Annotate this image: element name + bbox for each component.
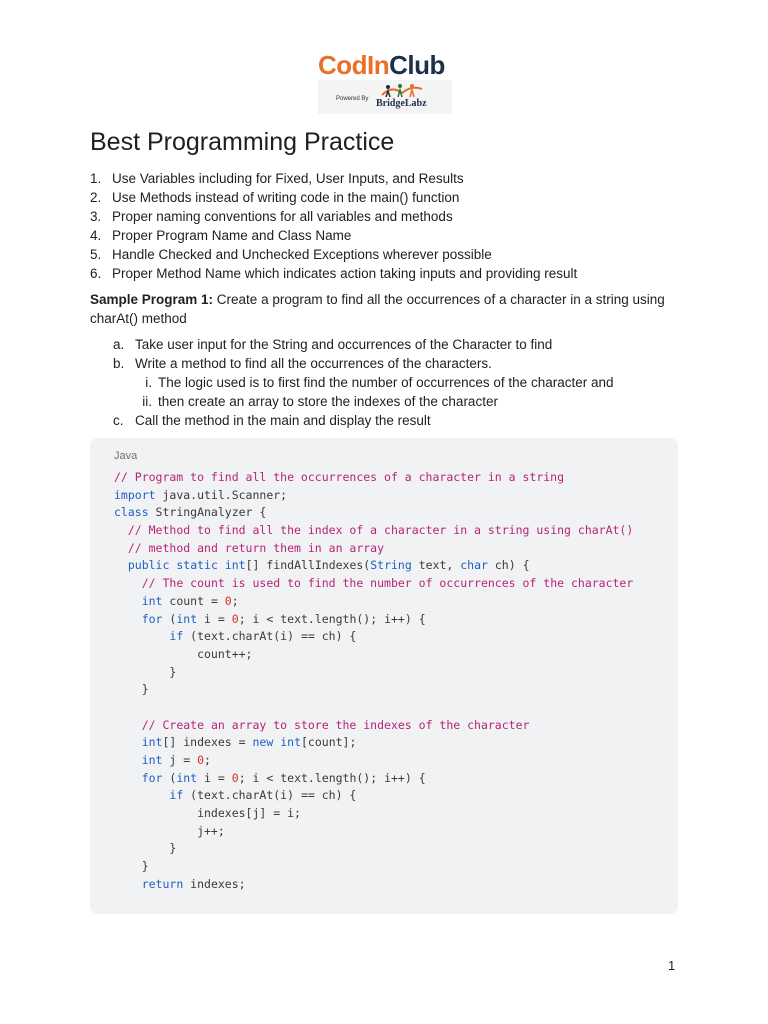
- code-line: }: [114, 682, 149, 697]
- code-line: if (text.charAt(i) == ch) {: [169, 788, 357, 803]
- practices-list: [90, 169, 577, 283]
- list-item: 2. Use Methods instead of writing code in the main() function: [90, 190, 460, 205]
- list-item: 3. Proper naming conventions for all variables and methods: [90, 209, 453, 224]
- list-item: 5. Handle Checked and Unchecked Exceptions wherever possible: [90, 247, 492, 262]
- logo-wordmark: CodInClub: [318, 50, 445, 80]
- list-item: 1. Use Variables including for Fixed, User Inputs, and Results: [90, 171, 464, 186]
- page-number: 1: [668, 958, 676, 973]
- code-line: // Program to find all the occurrences of a character in a string: [114, 470, 565, 484]
- list-item: ii. then create an array to store the indexes of the character: [142, 394, 498, 409]
- list-item: 6. Proper Method Name which indicates action taking inputs and providing result: [90, 266, 578, 281]
- code-line: public static int[] findAllIndexes(String text, char ch) {: [127, 558, 530, 573]
- list-item: b. Write a method to find all the occurrences of the characters.: [113, 356, 492, 371]
- code-listing: [114, 469, 633, 894]
- page-title: Best Programming Practice: [90, 128, 395, 156]
- list-item: c. Call the method in the main and display the result: [113, 413, 431, 428]
- code-line: }: [114, 841, 177, 856]
- bridgelabz-badge: [318, 80, 452, 114]
- code-line: int[] indexes = new int[count];: [141, 735, 357, 750]
- code-line: return indexes;: [141, 876, 246, 891]
- code-line: }: [114, 664, 177, 679]
- code-line: // Create an array to store the indexes of the character: [141, 717, 530, 732]
- code-line: indexes[j] = i;: [114, 806, 301, 821]
- list-item: i. The logic used is to first find the number of occurrences of the character and: [145, 375, 614, 390]
- code-line: if (text.charAt(i) == ch) {: [169, 629, 357, 644]
- bridgelabz-people-icon: [380, 83, 424, 99]
- code-line: import java.util.Scanner;: [114, 487, 288, 502]
- sample-steps-list: [113, 335, 614, 430]
- code-line: int count = 0;: [141, 593, 239, 608]
- code-line: j++;: [114, 823, 225, 838]
- code-line: for (int i = 0; i < text.length(); i++) {: [141, 611, 426, 626]
- list-item: a. Take user input for the String and occurrences of the Character to find: [113, 337, 553, 352]
- code-language-label: Java: [114, 450, 138, 462]
- sample-program-label: Sample Program 1:: [90, 292, 214, 307]
- code-line: // Method to find all the index of a character in a string using charAt(): [127, 523, 634, 538]
- code-block: [90, 438, 678, 914]
- bridgelabz-name: BridgeLabz: [376, 98, 427, 109]
- code-line: int j = 0;: [141, 753, 211, 767]
- code-line: class StringAnalyzer {: [114, 505, 267, 520]
- sample-program-description: Sample Program 1: Create a program to find all the occurrences of a character in a string using charAt() method: [90, 292, 665, 326]
- code-line: }: [114, 859, 149, 874]
- code-line: // method and return them in an array: [127, 540, 385, 555]
- list-item: 4. Proper Program Name and Class Name: [90, 228, 352, 243]
- powered-by-label: Powered By: [336, 96, 369, 102]
- code-line: // The count is used to find the number of occurrences of the character: [141, 576, 634, 591]
- code-line: [114, 699, 633, 717]
- code-line: for (int i = 0; i < text.length(); i++) {: [141, 770, 426, 785]
- code-line: count++;: [114, 646, 253, 661]
- codinclub-logo: [318, 50, 458, 116]
